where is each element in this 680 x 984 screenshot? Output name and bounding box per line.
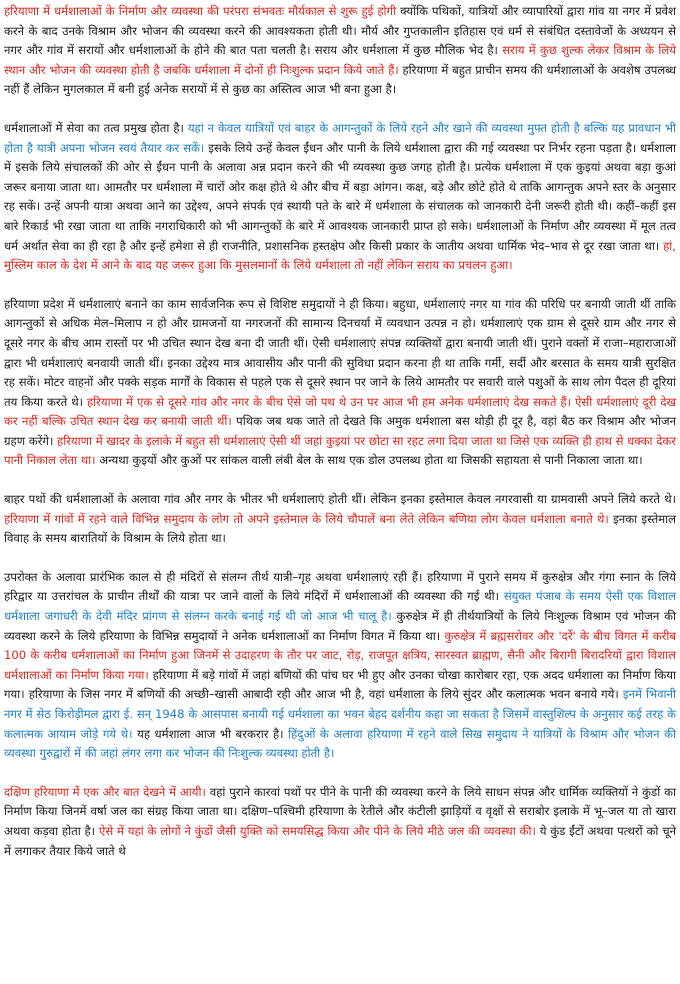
blue-highlight-text: यहां न केवल यात्रियों एवं बाहर के आगन्तुकों के लिये रहने और खाने की व्यवस्था मुफ्त होती है बल्कि यह प्रावधान भी होता है यात्री अपना भोजन स्वयं तैयार कर सकें। — [4, 120, 676, 155]
highlight-text: दक्षिण हरियाणा में एक और बात देखने में आयी। — [4, 784, 206, 799]
highlight-text: ऐसे में यहां के लोगों ने कुंडों जैसी युक्ति को समयसिद्ध किया और पीने के लिये मीठे जल की व्यवस्था की। — [98, 823, 536, 838]
body-text: बाहर पथों की धर्मशालाओं के अलावा गांव और नगर के भीतर भी धर्मशालाएं होती थीं। लेकिन इनका इस्तेमाल केवल नगरवासी या ग्रामवासी अपने लिये करते थे। — [4, 492, 676, 507]
highlight-text: हरियाणा में खादर के इलाके में बहुत सी धर्मशालाएं ऐसी थीं जहां कुइयां पर छोटा सा रहट लगा दिया जाता था जिसे एक व्यक्ति ही हाथ से धक्का देकर पानी निकाल लेता था। — [4, 433, 676, 468]
body-text: इनका इस्तेमाल विवाह के समय बारातियों के विश्राम के लिये होता था। — [4, 511, 677, 546]
body-text: कुरुक्षेत्र में ही तीर्थयात्रियों के लिये निःशुल्क विश्राम एवं भोजन की व्यवस्था करने के लिये हरियाणा के विभिन्न समुदायों ने अनेक धर्मशालाओं का निर्माण विगत में किया था। — [4, 609, 676, 643]
body-text: इसके लिये उन्हें केवल ईंधन और पानी के लिये धर्मशाला द्वारा की गई व्यवस्था पर निर्भर रहना पड़ता है। धर्मशाला में इसके लिये संचालकों की ओर से ईंधन पानी के अलावा अन्न प्रदान करने की भी व्यवस्था कुछ जगह होती है। प्रत्येक धर्मशाला में एक कुइयां अथवा बड़ा कुआं जरूर बनाया जाता था। आमतौर पर धर्मशाला में चारों ओर कक्ष होते थे और बीच में बड़ा आंगन। कक्ष, बड़े और छोटे होते थे ताकि आगन्तुक अपने स्तर के अनुसार रह सकें। उन्हें अपनी यात्रा अथवा आने का उद्देश्य, अपने संपर्क एवं स्थायी पते के बारे में धर्मशाला के संचालक को जानकारी देनी जरूरी होती थी। कहीं–कहीं इस बारे रिकार्ड भी रखा जाता था ताकि नगराधिकारी को भी आगन्तुकों के बारे में आवश्यक जानकारी प्राप्त हो सके। धर्मशालाओं के निर्माण और व्यवस्था में मूल तत्व धर्म अर्थात सेवा का ही रहा है और इन्हें हमेशा से ही राजनीति, प्रशासनिक हस्तक्षेप और किसी प्रकार के जातीय अथवा धार्मिक भेद–भाव से दूर रखा जाता था। — [4, 140, 676, 253]
body-text: अन्यथा कुइयों और कुओं पर सांकल वाली लंबी बेल के साथ एक डोल उपलब्ध होता था जिसकी सहायता से पानी निकाला जाता था। — [95, 453, 643, 468]
body-text: पथिक जब थक जाते तो देखते कि अमुक धर्मशाला बस थोड़ी ही दूर है, वहां बैठ कर विश्राम और भोजन ग्रहण करेंगे। — [4, 414, 676, 448]
paragraph-temple-dharamshalas — [4, 568, 676, 764]
paragraph-origins — [4, 2, 676, 100]
body-text: ये कुंड ईंटों अथवा पत्थरों को चूने में लगाकर तैयार किये जाते थे — [4, 823, 677, 858]
body-text: वहां पुराने कारवां पथों पर पीने के पानी की व्यवस्था करने के लिये साधन संपन्न और धार्मिक व्यक्तियों ने कुंडों का निर्माण किया जिनमें वर्षा जल का संग्रह किया जाता था। दक्षिण–पश्चिमी हरियाणा के रेतीले और कंटीली झाड़ियों व वृक्षों से सराबोर इलाके में भू–जल या तो खारा अथवा कड़वा होता है। — [4, 784, 676, 838]
highlight-text: हरियाणा में गांवों में रहने वाले विभिन्न समुदाय के लोग तो अपने इस्तेमाल के लिये चौपालें बना लेते लेकिन बणिया लोग केवल धर्मशाला बनाते थे। — [4, 511, 609, 526]
paragraph-communities — [4, 295, 676, 471]
paragraph-south-haryana — [4, 783, 676, 861]
body-text: उपरोक्त के अलावा प्रारंभिक काल से ही मंदिरों से संलग्न तीर्थ यात्री–गृह अथवा धर्मशालाएं रही हैं। हरियाणा में पुराने समय में कुरुक्षेत्र और गंगा स्नान के लिये हरिद्वार या उत्तरांचल के प्राचीन तीर्थों की यात्रा पर जाने वालों के लिये मंदिरों में धर्मशालाओं की व्यवस्था की गई थी। — [4, 569, 676, 604]
blue-highlight-text: इनमें भिवानी नगर में सेठ किरोड़ीमल द्वारा ई. सन् 1948 के आसपास बनायी गई धर्मशाला का भवन बेहद दर्शनीय कहा जा सकता है जिसमें वास्तुशिल्प के अनुसार कई तरह के कलात्मक आयाम जोड़े गये थे। — [4, 687, 676, 741]
paragraph-service — [4, 119, 676, 276]
body-text: हरियाणा प्रदेश में धर्मशालाएं बनाने का काम सार्वजनिक रूप से विशिष्ट समुदायों ने ही किया। बहुधा, धर्मशालाएं नगर या गांव की परिधि पर बनायी जाती थीं ताकि आगन्तुकों से अधिक मेल–मिलाप न हो और ग्रामजनों या नगरजनों की सामान्य दिनचर्या में व्यवधान उत्पन्न न हो। धर्मशालाएं एक ग्राम से दूसरे ग्राम और नगर से दूसरे नगर के बीच आम रास्तों पर भी उचित स्थान देख बना दी जाती थीं। ऐसी धर्मशालाएं संपन्न व्यक्तियों द्वारा बनायी जाती थीं। पुराने वक्तों में राजा–महाराजाओं द्वारा भी धर्मशालाएं बनवायी जाती थीं। इनका उद्देश्य मात्र आवासीय और पानी की सुविधा प्रदान करना ही था ताकि गर्मी, सर्दी और बरसात के समय यात्री सुरक्षित रह सकें। मोटर वाहनों और पक्के सड़क मार्गों के विकास से पहले एक से दूसरे स्थान पर जाने के लिये आमतौर पर सवारी वाले पशुओं के साथ लोग पैदल ही दूरियां तय किया करते थे। — [4, 296, 676, 409]
blue-highlight-text: संयुक्त पंजाब के समय ऐसी एक विशाल धर्मशाला जगाधरी के देवी मंदिर प्रांगण से संलग्न करके बनाई गई थी जो आज भी चालू है। — [4, 589, 676, 624]
body-text: क्योंकि पथिकों, यात्रियों और व्यापारियों द्वारा गांव या नगर में प्रवेश करने के बाद उनके विश्राम और भोजन की व्यवस्था करने की आवश्यकता होती थी। मौर्य और गुप्तकालीन इतिहास एवं धर्म से संबंधित दस्तावेजों के अध्ययन से नगर और गांव में सरायों और धर्मशालाओं के होने की बात पता चलती है। सराय और धर्मशाला में कुछ मौलिक भेद है। — [4, 4, 676, 58]
highlight-text: कुरुक्षेत्र में ब्रह्मसरोवर और 'दर्रे' के बीच विगत में करीब 100 के करीब धर्मशालाओं का निर्माण हुआ जिनमें से उदाहरण के तौर पर जाट, रोड़, राजपूत क्षत्रिय, सारस्वत ब्राह्मण, सैनी और बिरागी बिरादरियों द्वारा विशाल धर्मशालाओं का निर्माण किया गया। — [4, 628, 676, 682]
highlight-text: सराय में कुछ शुल्क लेकर विश्राम के लिये स्थान और भोजन की व्यवस्था होती है जबकि धर्मशाला में दोनों ही निःशुल्क प्रदान किये जाते हैं। — [4, 43, 676, 77]
highlight-text: हरियाणा में धर्मशालाओं के निर्माण और व्यवस्था की परंपरा संभवतः मौर्यकाल से शुरू हुई होगी — [4, 4, 397, 18]
body-text: हरियाणा में बड़े गांवों में जहां बणियों की पांच घर भी हुए और उनका चोखा कारोबार रहा, एक अदद धर्मशाला का निर्माण किया गया। हरियाणा के जिस नगर में बणियों की अच्छी–खासी आबादी रही और आज भी है, वहां धर्मशाला के लिये सुंदर और कलात्मक भवन बनाये गये। — [4, 667, 676, 702]
body-text: धर्मशालाओं में सेवा का तत्व प्रमुख होता है। — [4, 120, 188, 135]
body-text: हरियाणा में बहुत प्राचीन समय की धर्मशालाओं के अवशेष उपलब्ध नहीं हैं लेकिन मुगलकाल में बनी हुई अनेक सरायों में से कुछ का अस्तित्व आज भी बना हुआ है। — [4, 62, 676, 97]
paragraph-village-dharamshalas — [4, 490, 676, 549]
highlight-text: हां, मुस्लिम काल के देश में आने के बाद यह जरूर हुआ कि मुसलमानों के लिये धर्मशाला तो नहीं लेकिन सराय का प्रचलन हुआ। — [4, 238, 676, 273]
blue-highlight-text: हिंदुओं के अलावा हरियाणा में रहने वाले सिख समुदाय ने यात्रियों के विश्राम और भोजन की व्यवस्था गुरुद्वारों में की जहां लंगर लगा कर भोजन की निःशुल्क व्यवस्था होती है। — [4, 726, 677, 761]
highlight-text: हरियाणा में एक से दूसरे गांव और नगर के बीच ऐसे जो पथ थे उन पर आज भी हम अनेक धर्मशालाएं देख सकते हैं। ऐसी धर्मशालाएं दूरी देख कर नहीं बल्कि उचित स्थान देख कर बनायी जाती थीं। — [4, 394, 676, 429]
body-text: यह धर्मशाला आज भी बरकरार है। — [132, 726, 289, 741]
